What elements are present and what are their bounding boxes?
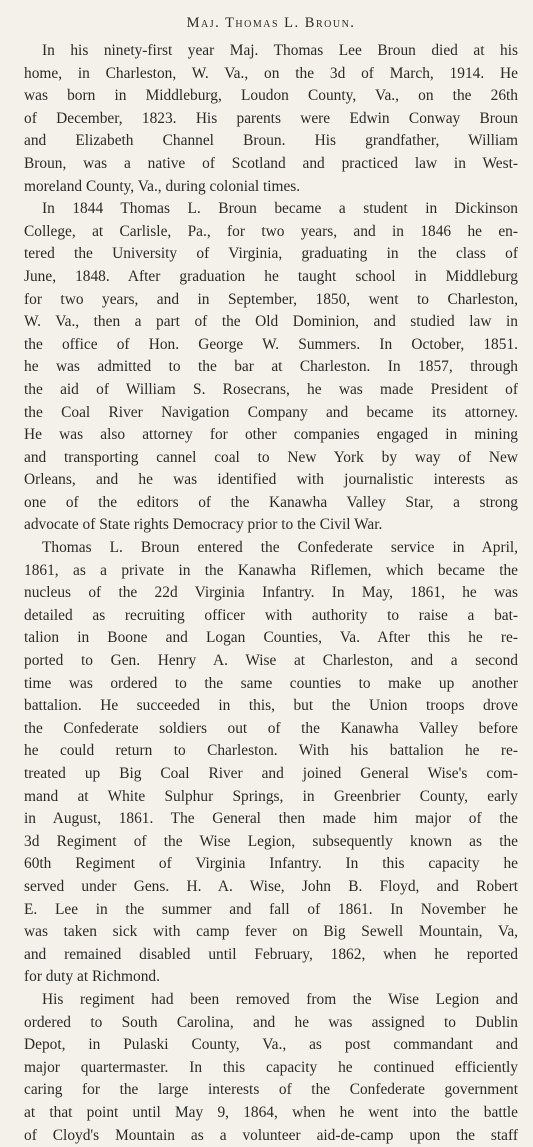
text-line: and transporting cannel coal to New York by way of New [24,447,518,470]
text-line: talion in Boone and Logan Counties, Va. After this he re- [24,627,518,650]
text-line: the office of Hon. George W. Summers. In October, 1851. [24,334,518,357]
text-line: Thomas L. Broun entered the Confederate service in April, [24,537,518,560]
text-line: In 1844 Thomas L. Broun became a student in Dickinson [24,198,518,221]
text-line: detailed as recruiting officer with authority to raise a bat- [24,605,518,628]
document-page [24,8,518,1147]
text-line: was born in Middleburg, Loudon County, Va., on the 26th [24,85,518,108]
text-line: In his ninety-first year Maj. Thomas Lee Broun died at his [24,40,518,63]
text-line: home, in Charleston, W. Va., on the 3d of March, 1914. He [24,63,518,86]
text-line: mand at White Sulphur Springs, in Greenbrier County, early [24,786,518,809]
text-line: 3d Regiment of the Wise Legion, subsequently known as the [24,831,518,854]
text-line: the Coal River Navigation Company and became its attorney. [24,402,518,425]
text-line: of December, 1823. His parents were Edwin Conway Broun [24,108,518,131]
text-line: the Confederate soldiers out of the Kanawha Valley before [24,718,518,741]
text-line: one of the editors of the Kanawha Valley Star, a strong [24,492,518,515]
text-line: the aid of William S. Rosecrans, he was made President of [24,379,518,402]
text-line: E. Lee in the summer and fall of 1861. In November he [24,899,518,922]
text-line: W. Va., then a part of the Old Dominion, and studied law in [24,311,518,334]
text-line: and Elizabeth Channel Broun. His grandfather, William [24,130,518,153]
text-line: 1861, as a private in the Kanawha Riflemen, which became the [24,560,518,583]
text-line: time was ordered to the same counties to make up another [24,673,518,696]
page-heading: Maj. Thomas L. Broun. [24,12,518,34]
paragraph [24,537,518,989]
text-line: 60th Regiment of Virginia Infantry. In this capacity he [24,853,518,876]
text-line: Depot, in Pulaski County, Va., as post commandant and [24,1034,518,1057]
text-line: and remained disabled until February, 1862, when he reported [24,944,518,967]
text-line: was taken sick with camp fever on Big Sewell Mountain, Va, [24,921,518,944]
text-line: served under Gens. H. A. Wise, John B. Floyd, and Robert [24,876,518,899]
text-line: battalion. He succeeded in this, but the Union troops drove [24,695,518,718]
text-line: caring for the large interests of the Confederate government [24,1079,518,1102]
text-line: ported to Gen. Henry A. Wise at Charleston, and a second [24,650,518,673]
text-line: He was also attorney for other companies engaged in mining [24,424,518,447]
text-line: His regiment had been removed from the Wise Legion and [24,989,518,1012]
text-line: moreland County, Va., during colonial times. [24,176,518,199]
text-line: Orleans, and he was identified with journalistic interests as [24,469,518,492]
text-line: nucleus of the 22d Virginia Infantry. In May, 1861, he was [24,582,518,605]
text-line: he was admitted to the bar at Charleston. In 1857, through [24,356,518,379]
text-line: major quartermaster. In this capacity he continued efficiently [24,1057,518,1080]
text-line: he could return to Charleston. With his battalion he re- [24,740,518,763]
text-line: in August, 1861. The General then made him major of the [24,808,518,831]
text-line: College, at Carlisle, Pa., for two years, and in 1846 he en- [24,221,518,244]
paragraph [24,40,518,198]
text-line: tered the University of Virginia, graduating in the class of [24,243,518,266]
text-line: Broun, was a native of Scotland and practiced law in West- [24,153,518,176]
paragraph [24,989,518,1147]
text-line: advocate of State rights Democracy prior to the Civil War. [24,514,518,537]
body-text [24,40,518,1147]
paragraph [24,198,518,537]
text-line: for duty at Richmond. [24,966,518,989]
text-line: at that point until May 9, 1864, when he went into the battle [24,1102,518,1125]
text-line: of Cloyd's Mountain as a volunteer aid-de-camp upon the staff [24,1125,518,1147]
text-line: treated up Big Coal River and joined General Wise's com- [24,763,518,786]
text-line: June, 1848. After graduation he taught school in Middleburg [24,266,518,289]
text-line: for two years, and in September, 1850, went to Charleston, [24,289,518,312]
text-line: ordered to South Carolina, and he was assigned to Dublin [24,1012,518,1035]
